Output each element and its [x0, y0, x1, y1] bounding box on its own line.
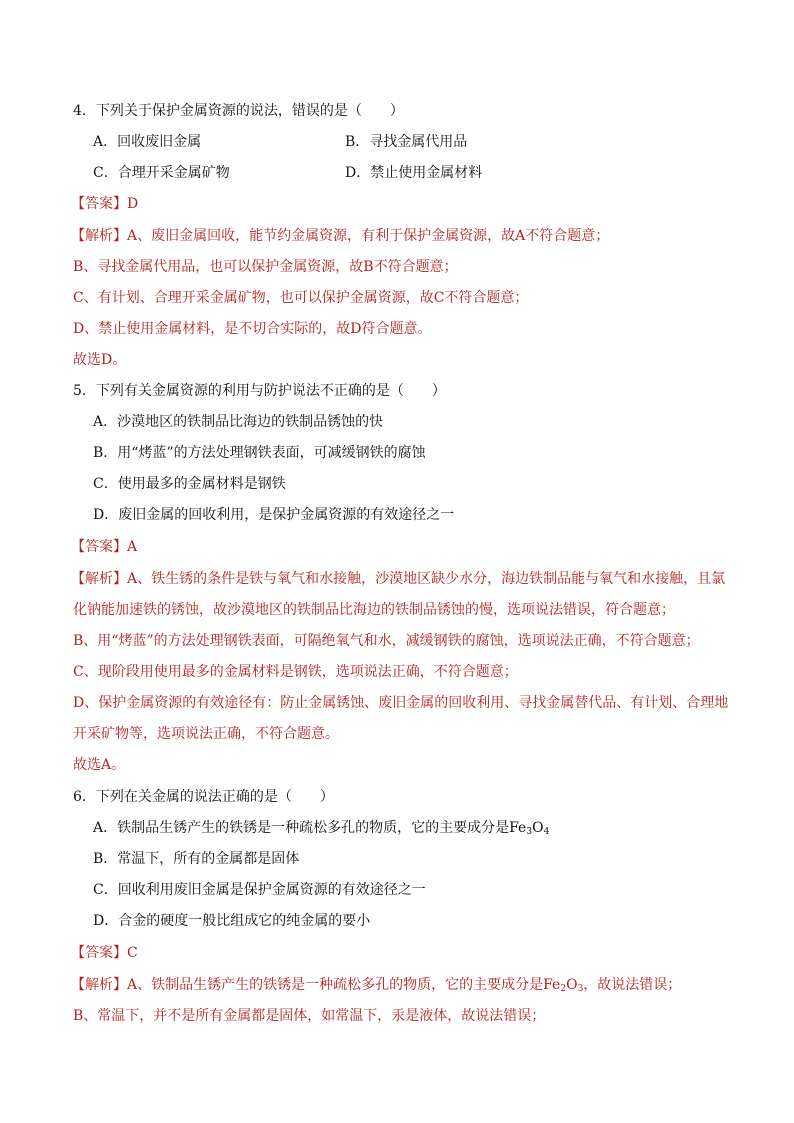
q5-analysis-4: C、现阶段用使用最多的金属材料是钢铁，选项说法正确，不符合题意； [73, 664, 518, 680]
q5-analysis-3: B、用“烤蓝”的方法处理钢铁表面，可隔绝氧气和水，减缓钢铁的腐蚀，选项说法正确，不符合题意； [73, 633, 700, 649]
q5-option-c: C．使用最多的金属材料是钢铁 [93, 476, 286, 492]
q6-option-b: B．常温下，所有的金属都是固体 [93, 851, 300, 867]
analysis-tag: 【解析】 [71, 977, 127, 993]
q6-analysis-2: B、常温下，并不是所有金属都是固体，如常温下，汞是液体，故说法错误； [73, 1008, 546, 1024]
q5-analysis-5: D、保护金属资源的有效途径有：防止金属锈蚀、废旧金属的回收利用、寻找金属替代品、有计划、合理地 [73, 695, 729, 711]
q4-option-b: B．寻找金属代用品 [345, 134, 468, 150]
answer-tag: 【答案】 [71, 539, 127, 555]
q5-analysis-6: 开采矿物等，选项说法正确，不符合题意。 [73, 726, 339, 742]
answer-tag: 【答案】 [71, 945, 127, 961]
answer-value: D [127, 196, 139, 212]
analysis-tag: 【解析】 [71, 228, 127, 244]
q4-analysis-1: 【解析】A、废旧金属回收，能节约金属资源，有利于保护金属资源，故A不符合题意； [71, 228, 610, 244]
q5-stem: 5．下列有关金属资源的利用与防护说法不正确的是（ ） [73, 383, 446, 399]
q4-analysis-3: C、有计划、合理开采金属矿物，也可以保护金属资源，故C不符合题意； [73, 290, 529, 306]
q6-option-a: A．铁制品生锈产生的铁锈是一种疏松多孔的物质，它的主要成分是$Fe_3O_4$ [93, 820, 550, 837]
q5-option-a: A．沙漠地区的铁制品比海边的铁制品锈蚀的快 [93, 414, 384, 430]
q4-answer [71, 194, 138, 214]
answer-value: C [127, 945, 138, 961]
q6-analysis-1: 【解析】A、铁制品生锈产生的铁锈是一种疏松多孔的物质，它的主要成分是$Fe_2O_3$，故说法错误； [71, 977, 682, 994]
q5-analysis-2: 化钠能加速铁的锈蚀，故沙漠地区的铁制品比海边的铁制品锈蚀的慢，选项说法错误，符合题意； [73, 602, 675, 618]
answer-value: A [127, 539, 138, 555]
q6-option-d: D．合金的硬度一般比组成它的纯金属的要小 [93, 913, 371, 929]
q6-answer [71, 943, 138, 963]
q5-option-d: D．废旧金属的回收利用，是保护金属资源的有效途径之一 [93, 507, 455, 523]
answer-tag: 【答案】 [71, 196, 127, 212]
q5-answer [71, 537, 137, 557]
q4-stem: 4．下列关于保护金属资源的说法，错误的是（ ） [73, 103, 404, 119]
q6-stem: 6．下列在关金属的说法正确的是（ ） [73, 789, 334, 805]
analysis-tag: 【解析】 [71, 571, 127, 587]
q5-option-b: B．用“烤蓝”的方法处理钢铁表面，可减缓钢铁的腐蚀 [93, 445, 426, 461]
q5-conclusion: 故选A。 [73, 757, 126, 773]
q4-option-d: D．禁止使用金属材料 [345, 165, 483, 181]
q4-analysis-4: D、禁止使用金属材料，是不切合实际的，故D符合题意。 [73, 321, 432, 337]
q4-option-a: A．回收废旧金属 [93, 134, 202, 150]
q5-analysis-1: 【解析】A、铁生锈的条件是铁与氧气和水接触，沙漠地区缺少水分，海边铁制品能与氧气和水接触，且氯 [71, 571, 726, 587]
q6-option-c: C．回收利用废旧金属是保护金属资源的有效途径之一 [93, 882, 426, 898]
q4-conclusion: 故选D。 [73, 352, 127, 368]
q4-analysis-2: B、寻找金属代用品，也可以保护金属资源，故B不符合题意； [73, 259, 458, 275]
q4-option-c: C．合理开采金属矿物 [93, 165, 230, 181]
